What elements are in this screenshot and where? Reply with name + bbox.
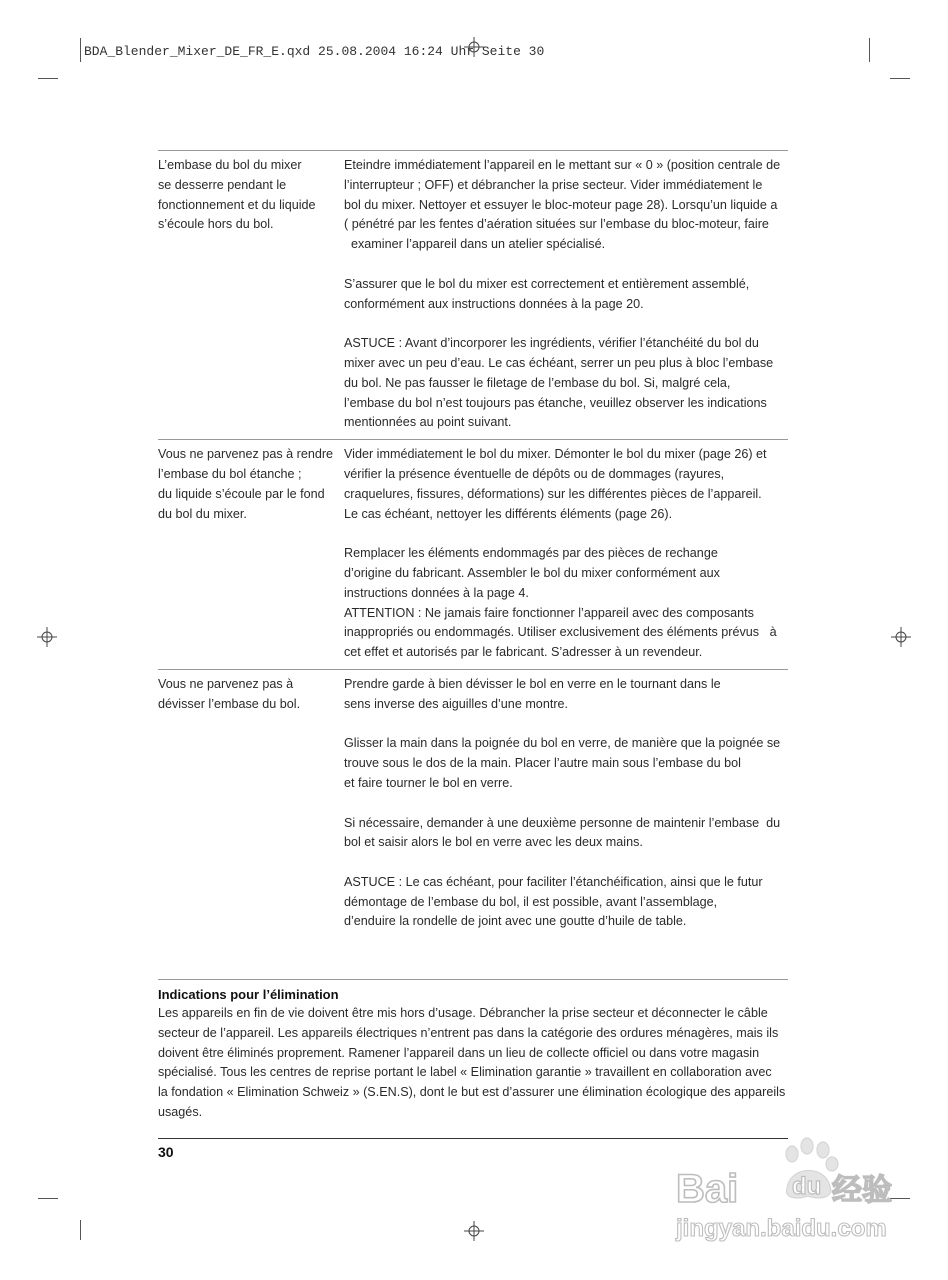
- text-line: Vous ne parvenez pas à rendre: [158, 447, 334, 462]
- watermark-url: jingyan.baidu.com: [676, 1215, 887, 1242]
- text-line: Les appareils en fin de vie doivent être mis hors d’usage. Débrancher la prise secteur et déconnecter le câble: [158, 1006, 768, 1020]
- text-line: dévisser l’embase du bol.: [158, 696, 301, 711]
- text-line: trouve sous le dos de la main. Placer l’autre main sous l’embase du bol: [344, 756, 741, 771]
- text-line: du bol. Ne pas fausser le filetage de l’embase du bol. Si, malgré cela,: [344, 375, 731, 390]
- registration-mark-icon: [37, 627, 57, 647]
- crop-mark: [80, 38, 81, 62]
- text-line: sens inverse des aiguilles d’une montre.: [344, 696, 569, 711]
- problem-cell: [158, 670, 344, 938]
- paragraph: [344, 873, 788, 932]
- text-line: bol et saisir alors le bol en verre avec les deux mains.: [344, 835, 643, 850]
- text-line: d’enduire la rondelle de joint avec une goutte d’huile de table.: [344, 914, 687, 929]
- text-line: ( pénétré par les fentes d’aération situées sur l’embase du bloc-moteur, faire: [344, 217, 769, 232]
- text-line: spécialisé. Tous les centres de reprise portant le label « Elimination garantie » travaillent en collaboration avec: [158, 1065, 772, 1080]
- solution-cell: [344, 670, 788, 938]
- text-line: Si nécessaire, demander à une deuxième personne de maintenir l’embase du: [344, 815, 781, 830]
- text-line: démontage de l’embase du bol, il est possible, avant l’assemblage,: [344, 894, 718, 909]
- registration-mark-icon: [464, 1221, 484, 1241]
- crop-mark: [890, 78, 910, 79]
- text-line: secteur de l’appareil. Les appareils électriques n’entrent pas dans la catégorie des ordures ménagères, mais ils: [158, 1025, 779, 1040]
- text-line: du liquide s’écoule par le fond: [158, 486, 325, 501]
- text-line: inappropriés ou endommagés. Utiliser exclusivement des éléments prévus à: [344, 625, 777, 640]
- watermark-brand-du: du: [792, 1173, 822, 1200]
- watermark-brand-left: Bai: [676, 1167, 739, 1211]
- text-line: bol du mixer. Nettoyer et essuyer le bloc-moteur page 28). Lorsqu’un liquide a: [344, 197, 778, 212]
- text-line: conformément aux instructions données à la page 20.: [344, 296, 644, 311]
- text-line: Vous ne parvenez pas à: [158, 676, 294, 691]
- text-line: et faire tourner le bol en verre.: [344, 775, 513, 790]
- text-line: ASTUCE : Le cas échéant, pour faciliter l’étanchéification, ainsi que le futur: [344, 874, 763, 889]
- text-line: du bol du mixer.: [158, 506, 247, 521]
- text-line: mixer avec un peu d’eau. Le cas échéant, serrer un peu plus à bloc l’embase: [344, 355, 774, 370]
- paragraph: [344, 544, 788, 663]
- text-line: l’embase du bol étanche ;: [158, 466, 302, 481]
- text-line: ASTUCE : Avant d’incorporer les ingrédients, vérifier l’étanchéité du bol du: [344, 336, 759, 351]
- text-line: Eteindre immédiatement l’appareil en le mettant sur « 0 » (position centrale de: [344, 158, 781, 172]
- text-line: L’embase du bol du mixer: [158, 158, 302, 172]
- text-line: examiner l’appareil dans un atelier spécialisé.: [344, 237, 606, 252]
- text-line: l’embase du bol n’est toujours pas étanche, veuillez observer les indications: [344, 395, 767, 410]
- text-line: Glisser la main dans la poignée du bol en verre, de manière que la poignée se: [344, 736, 781, 751]
- crop-mark: [869, 38, 870, 62]
- paragraph: [344, 445, 788, 524]
- troubleshooting-table: [158, 150, 788, 938]
- table-row: [158, 669, 788, 938]
- text-line: se desserre pendant le: [158, 177, 287, 192]
- text-line: d’origine du fabricant. Assembler le bol du mixer conformément aux: [344, 565, 720, 580]
- text-line: S’assurer que le bol du mixer est correctement et entièrement assemblé,: [344, 276, 750, 291]
- text-line: s’écoule hors du bol.: [158, 217, 274, 232]
- text-line: fonctionnement et du liquide: [158, 197, 316, 212]
- paragraph: [344, 275, 788, 315]
- text-line: ATTENTION : Ne jamais faire fonctionner l’appareil avec des composants: [344, 605, 754, 620]
- crop-mark: [80, 1220, 81, 1240]
- solution-cell: [344, 151, 788, 439]
- registration-mark-icon: [891, 627, 911, 647]
- problem-cell: [158, 151, 344, 439]
- disposal-section: [158, 979, 788, 1123]
- text-line: la fondation « Elimination Schweiz » (S.EN.S), dont le but est d’assurer une élimination écologique des appareils: [158, 1085, 786, 1100]
- text-line: l’interrupteur ; OFF) et débrancher la prise secteur. Vider immédiatement le: [344, 177, 763, 192]
- text-line: doivent être éliminés proprement. Ramener l’appareil dans un lieu de collecte officiel ou dans votre magasin: [158, 1045, 760, 1060]
- paragraph: [344, 675, 788, 715]
- paragraph: [344, 814, 788, 854]
- baidu-jingyan-watermark: [672, 1136, 902, 1246]
- paragraph: [344, 334, 788, 433]
- text-line: vérifier la présence éventuelle de dépôts ou de dommages (rayures,: [344, 466, 725, 481]
- table-row: [158, 150, 788, 439]
- text-line: craquelures, fissures, déformations) sur les différentes pièces de l’appareil.: [344, 486, 762, 501]
- solution-cell: [344, 440, 788, 669]
- page-number: 30: [158, 1144, 174, 1160]
- registration-mark-icon: [464, 37, 484, 57]
- text-line: mentionnées au point suivant.: [344, 415, 512, 430]
- text-line: instructions données à la page 4.: [344, 585, 529, 600]
- print-slug: BDA_Blender_Mixer_DE_FR_E.qxd 25.08.2004 16:24 Uhr Seite 30: [84, 44, 545, 59]
- text-line: usagés.: [158, 1104, 203, 1119]
- text-line: Le cas échéant, nettoyer les différents éléments (page 26).: [344, 506, 673, 521]
- text-line: Remplacer les éléments endommagés par des pièces de rechange: [344, 546, 718, 561]
- paragraph: [344, 734, 788, 793]
- crop-mark: [38, 78, 58, 79]
- watermark-brand-cn: 经验: [832, 1173, 892, 1208]
- section-heading: Indications pour l’élimination: [158, 987, 339, 1002]
- crop-mark: [38, 1198, 58, 1199]
- text-line: cet effet et autorisés par le fabricant. S’adresser à un revendeur.: [344, 645, 703, 660]
- text-line: Vider immédiatement le bol du mixer. Démonter le bol du mixer (page 26) et: [344, 447, 767, 462]
- problem-cell: [158, 440, 344, 669]
- table-row: [158, 439, 788, 669]
- text-line: Prendre garde à bien dévisser le bol en verre en le tournant dans le: [344, 676, 721, 691]
- paragraph: [344, 156, 788, 255]
